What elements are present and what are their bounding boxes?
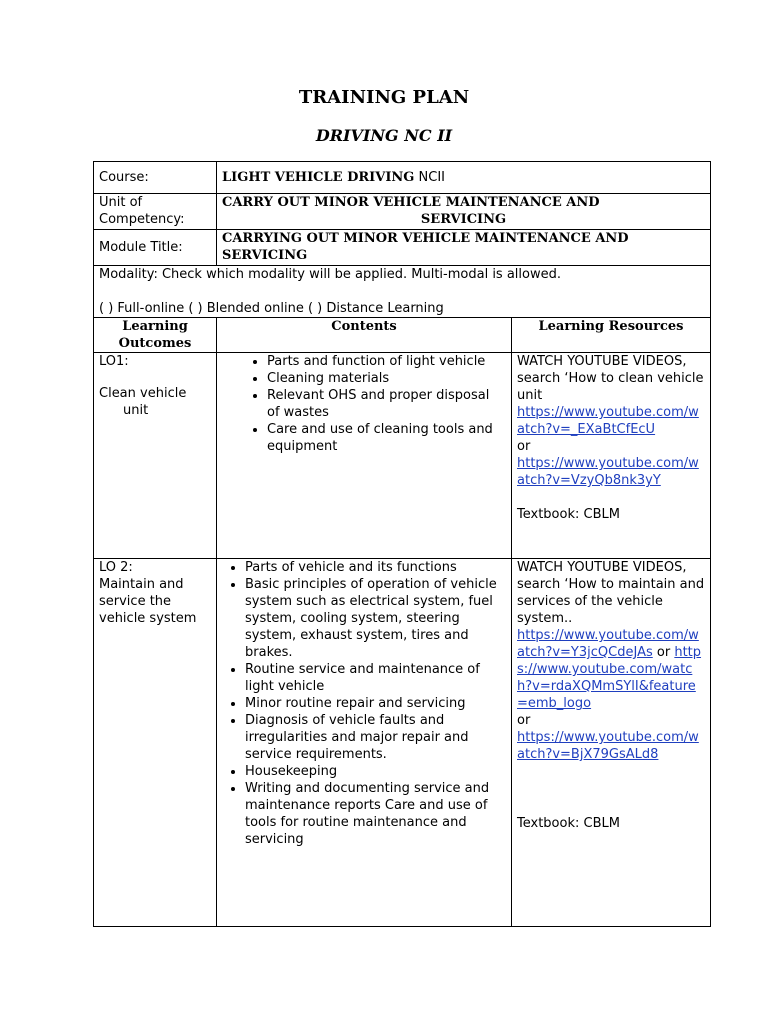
modality-options: ( ) Full-online ( ) Blended online ( ) Distance Learning	[99, 301, 444, 316]
course-row	[94, 162, 711, 194]
lo2-title: Maintain and service the vehicle system	[99, 577, 197, 626]
lo1-title-line1: Clean vehicle	[99, 386, 187, 401]
lo1-youtube-link-2[interactable]: https://www.youtube.com/watch?v=VzyQb8nk3yY	[517, 456, 699, 488]
unit-value-line2: SERVICING	[420, 212, 507, 227]
page-title: TRAINING PLAN	[298, 87, 470, 108]
module-label: Module Title:	[94, 230, 217, 266]
lo1-title-line2: unit	[123, 403, 149, 418]
list-item: • Basic principles of operation of vehicle system such as electrical system, fuel system, cooling system, steering system, exhaust system, tires and brakes.	[245, 576, 507, 661]
lo1-youtube-link-1[interactable]: https://www.youtube.com/watch?v=_EXaBtCfEcU	[517, 405, 699, 437]
lo1-resources	[512, 353, 711, 559]
list-item: • Cleaning materials	[267, 370, 497, 387]
col-header-outcomes-line1: Learning	[122, 319, 188, 334]
modality-row	[94, 266, 711, 318]
unit-label-line1: Unit of	[99, 195, 143, 210]
training-plan-table	[93, 161, 711, 927]
lo1-contents	[217, 353, 512, 559]
lo1-or: or	[517, 439, 531, 454]
unit-row	[94, 194, 711, 230]
lo1-contents-list	[247, 353, 497, 455]
module-value-line2: SERVICING	[222, 248, 308, 263]
col-header-resources: Learning Resources	[512, 318, 711, 353]
modality-cell	[94, 266, 711, 318]
lo2-textbook: Textbook: CBLM	[517, 816, 620, 831]
list-item: • Housekeeping	[245, 763, 507, 780]
col-header-contents: Contents	[217, 318, 512, 353]
list-item: • Relevant OHS and proper disposal of wastes	[267, 387, 497, 421]
unit-label	[94, 194, 217, 230]
page-subtitle: DRIVING NC II	[315, 126, 453, 145]
list-item: • Parts of vehicle and its functions	[245, 559, 507, 576]
lo2-youtube-link-1[interactable]: https://www.youtube.com/watch?v=Y3jcQCdeJAs	[517, 628, 699, 660]
col-header-outcomes	[94, 318, 217, 353]
lo2-or: or	[517, 713, 531, 728]
course-value	[217, 162, 711, 194]
unit-value	[217, 194, 711, 230]
lo1-row	[94, 353, 711, 559]
lo1-resource-intro: WATCH YOUTUBE VIDEOS, search ‘How to clean vehicle unit	[517, 354, 704, 403]
list-item: • Care and use of cleaning tools and equipment	[267, 421, 497, 455]
lo2-row	[94, 559, 711, 927]
lo2-youtube-link-3[interactable]: https://www.youtube.com/watch?v=BjX79GsALd8	[517, 730, 699, 762]
list-item: • Parts and function of light vehicle	[267, 353, 497, 370]
lo2-youtube-link-2[interactable]: https://www.youtube.com/watch?v=rdaXQMmSYlI&feature=emb_logo	[517, 645, 702, 711]
modality-instruction: Modality: Check which modality will be applied. Multi-modal is allowed.	[99, 267, 561, 282]
unit-value-line1: CARRY OUT MINOR VEHICLE MAINTENANCE AND	[222, 195, 600, 210]
lo2-contents	[217, 559, 512, 927]
column-header-row	[94, 318, 711, 353]
lo2-resources	[512, 559, 711, 927]
course-level: NCII	[418, 170, 446, 185]
list-item: • Routine service and maintenance of light vehicle	[245, 661, 507, 695]
lo2-or-inline: or	[656, 645, 671, 660]
list-item: • Diagnosis of vehicle faults and irregularities and major repair and service requirements.	[245, 712, 507, 763]
lo2-contents-list	[225, 559, 507, 848]
module-value-line1: CARRYING OUT MINOR VEHICLE MAINTENANCE AND	[222, 231, 629, 246]
course-label: Course:	[94, 162, 217, 194]
module-row	[94, 230, 711, 266]
lo1-code: LO1:	[99, 354, 129, 369]
unit-label-line2: Competency:	[99, 212, 185, 227]
module-value	[217, 230, 711, 266]
lo1-outcome	[94, 353, 217, 559]
col-header-outcomes-line2: Outcomes	[118, 336, 192, 351]
lo2-code: LO 2:	[99, 560, 133, 575]
list-item: • Writing and documenting service and maintenance reports Care and use of tools for routine maintenance and servicing	[245, 780, 507, 848]
list-item: • Minor routine repair and servicing	[245, 695, 507, 712]
lo1-textbook: Textbook: CBLM	[517, 507, 620, 522]
course-name: LIGHT VEHICLE DRIVING	[222, 170, 415, 185]
lo2-resource-intro: WATCH YOUTUBE VIDEOS, search ‘How to maintain and services of the vehicle system..	[517, 560, 705, 626]
lo2-outcome	[94, 559, 217, 927]
